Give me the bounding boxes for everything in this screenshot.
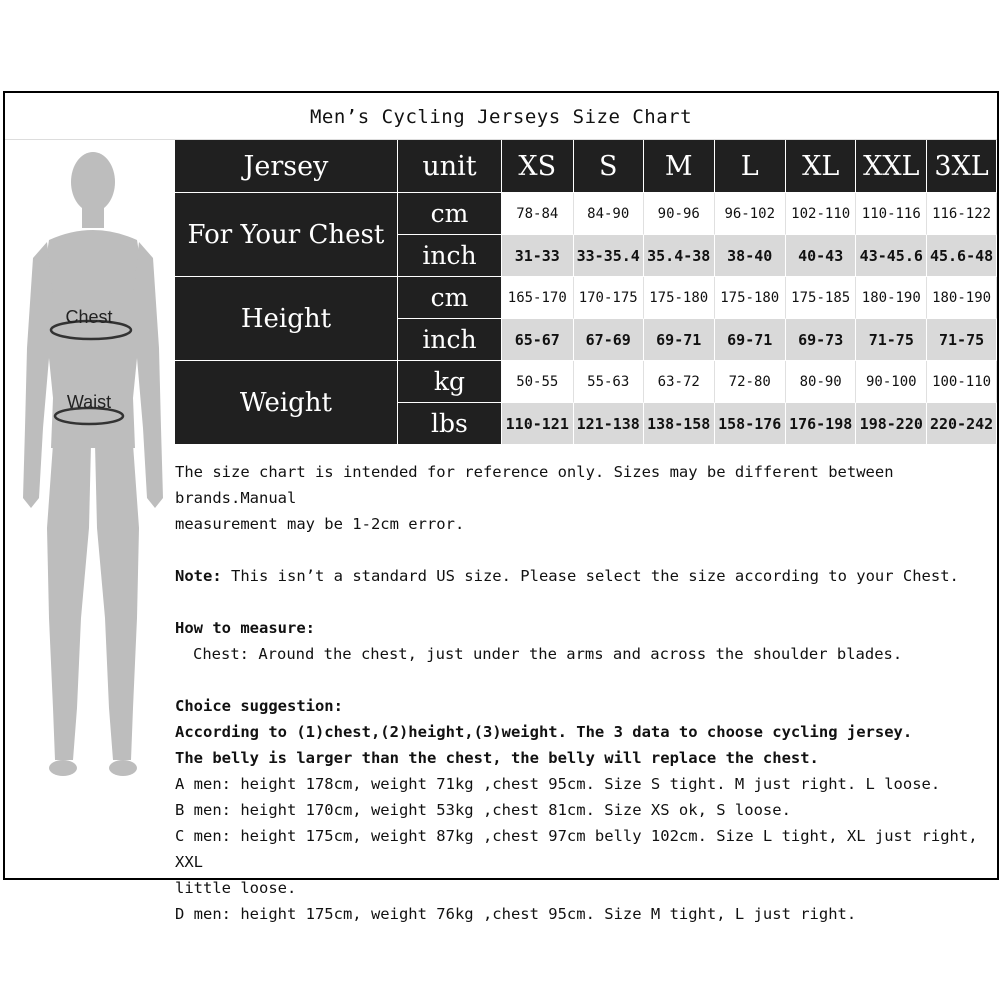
size-table — [175, 140, 997, 445]
unit-cell: cm — [398, 193, 502, 235]
chest-label: Chest — [65, 307, 113, 327]
header-size: 3XL — [927, 140, 997, 193]
value-cell: 100-110 — [927, 361, 997, 403]
value-cell: 72-80 — [715, 361, 786, 403]
disclaimer-line: The size chart is intended for reference only. Sizes may be different between brands.Manual — [175, 463, 894, 507]
header-size: XXL — [856, 140, 927, 193]
value-cell: 71-75 — [856, 319, 927, 361]
value-cell: 63-72 — [644, 361, 715, 403]
waist-label: Waist — [66, 392, 112, 412]
example-line: little loose. — [175, 879, 297, 897]
choice-rule: According to (1)chest,(2)height,(3)weight. The 3 data to choose cycling jersey. — [175, 723, 913, 741]
unit-cell: inch — [398, 235, 502, 277]
value-cell: 43-45.6 — [856, 235, 927, 277]
table-row — [175, 277, 997, 319]
value-cell: 110-121 — [502, 403, 573, 445]
disclaimer-line: measurement may be 1-2cm error. — [175, 515, 465, 533]
how-to-measure-text: Chest: Around the chest, just under the arms and across the shoulder blades. — [193, 645, 903, 663]
example-line: A men: height 178cm, weight 71kg ,chest 95cm. Size S tight. M just right. L loose. — [175, 775, 941, 793]
header-size: M — [644, 140, 715, 193]
value-cell: 69-73 — [786, 319, 856, 361]
example-line: B men: height 170cm, weight 53kg ,chest 81cm. Size XS ok, S loose. — [175, 801, 791, 819]
value-cell: 175-185 — [786, 277, 856, 319]
value-cell: 78-84 — [502, 193, 573, 235]
header-jersey: Jersey — [175, 140, 398, 193]
value-cell: 165-170 — [502, 277, 573, 319]
value-cell: 175-180 — [715, 277, 786, 319]
value-cell: 175-180 — [644, 277, 715, 319]
value-cell: 198-220 — [856, 403, 927, 445]
table-header-row — [175, 140, 997, 193]
value-cell: 96-102 — [715, 193, 786, 235]
value-cell: 80-90 — [786, 361, 856, 403]
value-cell: 90-96 — [644, 193, 715, 235]
example-line: D men: height 175cm, weight 76kg ,chest 95cm. Size M tight, L just right. — [175, 905, 857, 923]
header-size: XL — [786, 140, 856, 193]
value-cell: 170-175 — [574, 277, 644, 319]
value-cell: 138-158 — [644, 403, 715, 445]
value-cell: 158-176 — [715, 403, 786, 445]
choice-heading: Choice suggestion: — [175, 697, 343, 715]
row-group-chest: For Your Chest — [175, 193, 398, 277]
value-cell: 55-63 — [574, 361, 644, 403]
value-cell: 40-43 — [786, 235, 856, 277]
value-cell: 110-116 — [856, 193, 927, 235]
header-size: L — [715, 140, 786, 193]
value-cell: 121-138 — [574, 403, 644, 445]
table-row — [175, 361, 997, 403]
value-cell: 180-190 — [856, 277, 927, 319]
unit-cell: cm — [398, 277, 502, 319]
value-cell: 116-122 — [927, 193, 997, 235]
value-cell: 90-100 — [856, 361, 927, 403]
choice-rule: The belly is larger than the chest, the belly will replace the chest. — [175, 749, 819, 767]
size-chart-frame — [3, 91, 999, 923]
notes-section — [175, 459, 995, 927]
example-line: C men: height 175cm, weight 87kg ,chest 97cm belly 102cm. Size L tight, XL just right, XXL — [175, 827, 978, 871]
header-unit: unit — [398, 140, 502, 193]
body-figure — [19, 148, 167, 788]
value-cell: 84-90 — [574, 193, 644, 235]
value-cell: 69-71 — [715, 319, 786, 361]
body-silhouette-image — [19, 148, 167, 788]
unit-cell: inch — [398, 319, 502, 361]
value-cell: 45.6-48 — [927, 235, 997, 277]
value-cell: 71-75 — [927, 319, 997, 361]
value-cell: 50-55 — [502, 361, 573, 403]
note-text: This isn’t a standard US size. Please select the size according to your Chest. — [221, 567, 959, 585]
note-label: Note: — [175, 567, 222, 585]
value-cell: 65-67 — [502, 319, 573, 361]
unit-cell: kg — [398, 361, 502, 403]
value-cell: 220-242 — [927, 403, 997, 445]
value-cell: 102-110 — [786, 193, 856, 235]
row-group-weight: Weight — [175, 361, 398, 445]
row-group-height: Height — [175, 277, 398, 361]
value-cell: 33-35.4 — [574, 235, 644, 277]
note-paragraph — [175, 563, 995, 589]
how-to-measure-heading: How to measure: — [175, 619, 315, 637]
value-cell: 69-71 — [644, 319, 715, 361]
value-cell: 67-69 — [574, 319, 644, 361]
unit-cell: lbs — [398, 403, 502, 445]
value-cell: 38-40 — [715, 235, 786, 277]
value-cell: 180-190 — [927, 277, 997, 319]
value-cell: 176-198 — [786, 403, 856, 445]
value-cell: 31-33 — [502, 235, 573, 277]
header-size: S — [574, 140, 644, 193]
chart-title: Men’s Cycling Jerseys Size Chart — [5, 93, 997, 140]
header-size: XS — [502, 140, 573, 193]
value-cell: 35.4-38 — [644, 235, 715, 277]
table-row — [175, 193, 997, 235]
